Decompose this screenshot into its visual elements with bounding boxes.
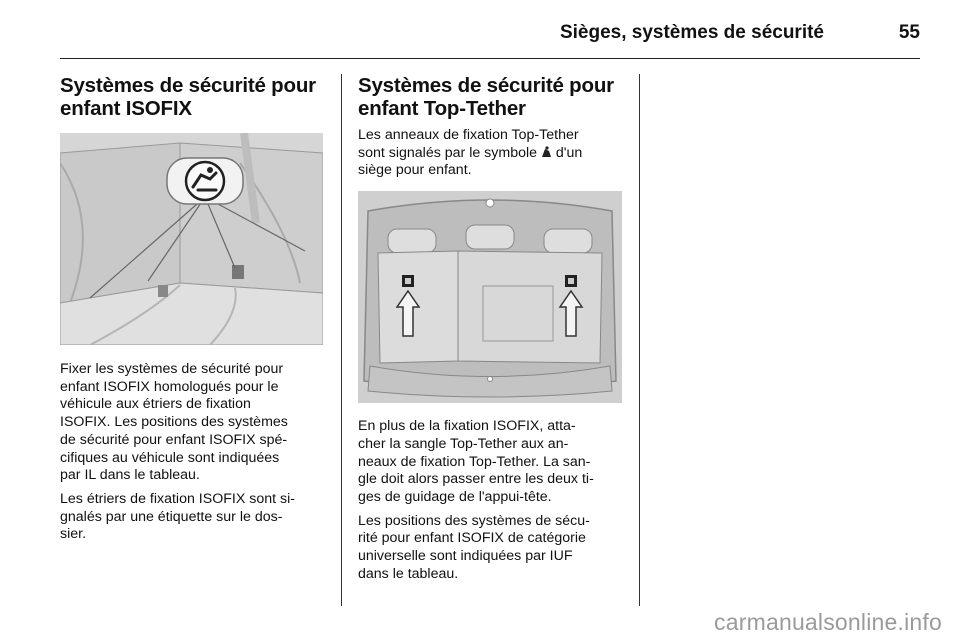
column-divider — [341, 74, 342, 606]
text-line: de sécurité pour enfant ISOFIX spé- — [60, 431, 288, 448]
top-tether-intro — [358, 127, 622, 180]
text-line: Les étriers de fixation ISOFIX sont si- — [60, 490, 295, 507]
text-line: cher la sangle Top-Tether aux an- — [358, 435, 569, 452]
text-line: rité pour enfant ISOFIX de catégorie — [358, 530, 586, 547]
text-line: véhicule aux étriers de fixation — [60, 396, 251, 413]
top-tether-trunk-illustration — [358, 191, 622, 403]
child-seat-symbol-icon — [541, 146, 552, 158]
column-top-tether — [358, 74, 622, 589]
isofix-paragraph-2 — [60, 491, 323, 544]
top-tether-paragraph-2 — [358, 513, 622, 584]
isofix-body — [60, 361, 323, 544]
heading-isofix-line1: Systèmes de sécurité pour — [60, 74, 316, 97]
text-line: enfant ISOFIX homologués pour le — [60, 378, 279, 395]
column-isofix — [60, 74, 323, 550]
heading-top-tether-line2: enfant Top-Tether — [358, 97, 526, 120]
text-line: siège pour enfant. — [358, 162, 472, 179]
section-title: Sièges, systèmes de sécurité — [559, 22, 824, 43]
heading-isofix-line2: enfant ISOFIX — [60, 97, 192, 120]
text-line: sont signalés par le symbole — [358, 144, 538, 161]
text-line: universelle sont indiquées par IUF — [358, 548, 573, 565]
text-line: gnalés par une étiquette sur le dos- — [60, 508, 283, 525]
text-line: ges de guidage de l'appui-tête. — [358, 488, 552, 505]
text-line: dans le tableau. — [358, 565, 459, 582]
column-divider — [639, 74, 640, 606]
page-header — [60, 14, 920, 59]
top-tether-body — [358, 418, 622, 583]
text-line: gle doit alors passer entre les deux ti- — [358, 471, 594, 488]
text-line: par IL dans le tableau. — [60, 467, 200, 484]
text-line: Les positions des systèmes de sécu- — [358, 512, 590, 529]
page-number: 55 — [898, 22, 920, 43]
text-line: ISOFIX. Les positions des systèmes — [60, 414, 288, 431]
text-line: d'un — [555, 144, 583, 161]
text-line: sier. — [60, 526, 87, 543]
text-line: neaux de fixation Top-Tether. La san- — [358, 453, 591, 470]
text-line: En plus de la fixation ISOFIX, atta- — [358, 418, 576, 435]
heading-isofix — [60, 74, 323, 120]
isofix-seat-illustration — [60, 133, 323, 345]
top-tether-paragraph-1 — [358, 418, 622, 507]
isofix-paragraph-1 — [60, 361, 323, 485]
heading-top-tether-line1: Systèmes de sécurité pour — [358, 74, 614, 97]
text-line: Fixer les systèmes de sécurité pour — [60, 361, 284, 377]
text-line: cifiques au véhicule sont indiquées — [60, 449, 280, 466]
watermark: carmanualsonline.info — [714, 609, 942, 635]
text-line: Les anneaux de fixation Top-Tether — [358, 127, 579, 143]
heading-top-tether — [358, 74, 622, 120]
